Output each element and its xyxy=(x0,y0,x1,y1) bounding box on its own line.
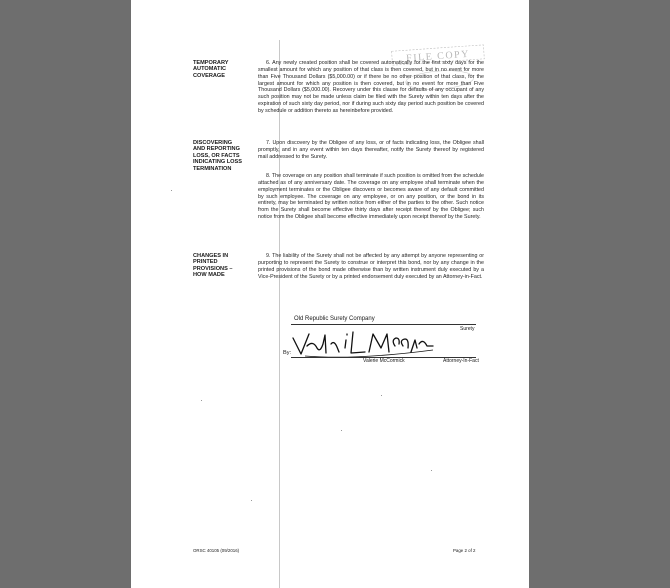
scan-speck xyxy=(251,500,252,501)
section-paragraph-termination: 8. The coverage on any position shall terminate if such position is omitted from the schedule attached as of any anniversary date. The coverage on any employee shall terminate when the employment terminates or the Obligee discovers or becomes aware of any default committed by such employee. The coverage on any employee, or on any position, or the bond in its entirety, may be terminated by written notice from either of the parties to the other. Such notice from the Surety shall become effective thirty days after receipt thereof by the Obligee; such notice from the Obligee shall become effective immediately upon receipt thereof by the Surety. xyxy=(258,173,484,221)
handwritten-signature xyxy=(287,326,437,360)
scan-speck xyxy=(381,395,382,396)
section-paragraph: 7. Upon discovery by the Obligee of any loss, or of facts indicating loss, the Obligee shall promptly, and in any event within ten days thereafter, notify the Surety thereof by registered mail addressed to the Surety. xyxy=(258,140,484,160)
scan-speck xyxy=(201,400,202,401)
form-number: ORSC 40105 (09/2016) xyxy=(193,548,240,553)
fold-line xyxy=(279,40,280,588)
page-number: Page 2 of 2 xyxy=(453,548,476,553)
signer-name: Valerie McCormick xyxy=(363,358,405,364)
surety-label: Surety xyxy=(460,326,475,332)
signer-title: Attorney-In-Fact xyxy=(443,358,479,364)
document-page xyxy=(131,0,529,588)
section-heading: CHANGES IN PRINTED PROVISIONS – HOW MADE xyxy=(193,253,233,279)
section-paragraph: 6. Any newly created position shall be covered automatically for the first sixty days for the smallest amount for which any position of that class is then covered, but in no event for more than Five Thousand Dollars ($5,000.00) or if there be no other position of that class, for the largest amount for which any position is then covered, but in no event for more than Five Thousand Dollars ($5,000.00). Recovery under this clause for defaults of any occupant of any such position may not be made unless claim be filed with the Surety within ten days after the expiration of such sixty day period, nor if during such sixty day period such position be covered by schedule or addition thereto as hereinbefore provided. xyxy=(258,60,484,114)
section-heading: DISCOVERING AND REPORTING LOSS, OR FACTS INDICATING LOSS TERMINATION xyxy=(193,140,242,172)
scan-speck xyxy=(171,190,172,191)
section-heading: TEMPORARY AUTOMATIC COVERAGE xyxy=(193,60,229,79)
scan-speck xyxy=(341,430,342,431)
scan-speck xyxy=(431,470,432,471)
section-paragraph: 9. The liability of the Surety shall not be affected by any attempt by anyone representing or purporting to represent the Surety to construe or interpret this bond, nor by any change in the printed provisions of the bond made otherwise than by written instrument duly executed by a Vice-President of the Surety or by a printed endorsement duly executed by an Attorney-in-Fact. xyxy=(258,253,484,280)
surety-company-name: Old Republic Surety Company xyxy=(294,316,375,322)
company-underline xyxy=(291,324,476,325)
stamp-text: FILE COPY xyxy=(405,48,471,65)
by-label: By: xyxy=(283,350,292,356)
